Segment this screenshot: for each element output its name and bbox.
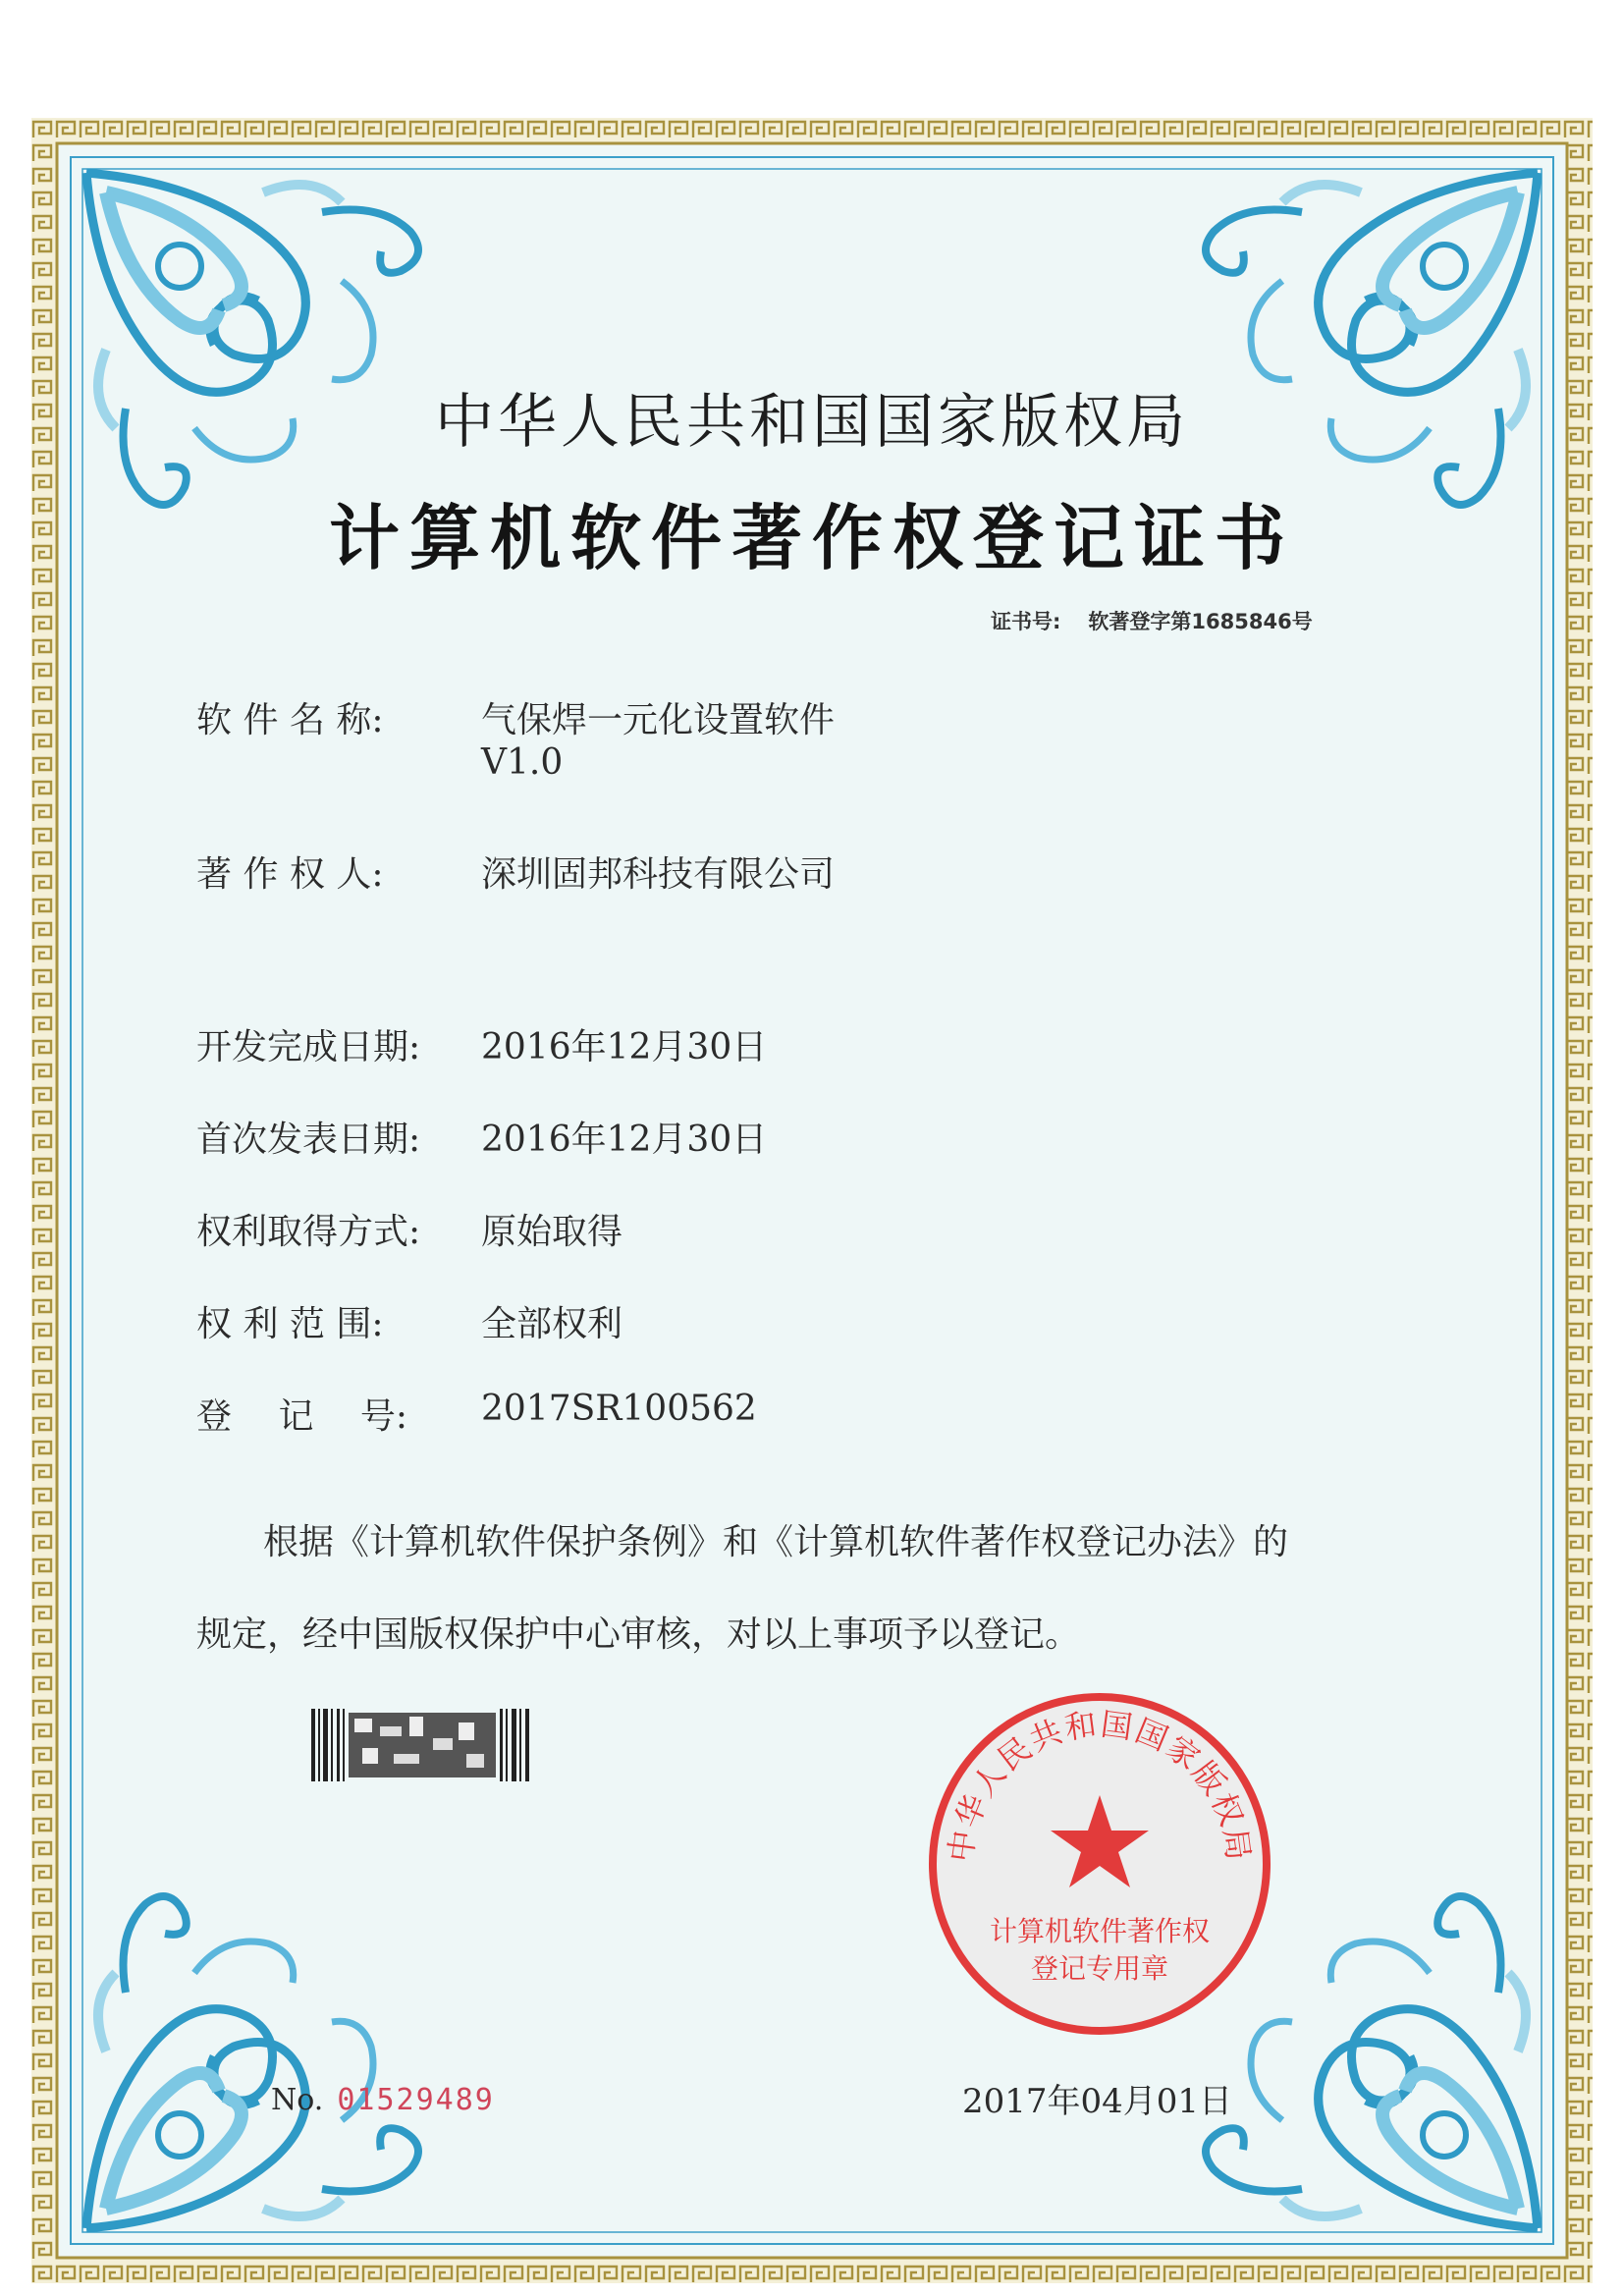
statement-line-1: 根据《计算机软件保护条例》和《计算机软件著作权登记办法》的 — [263, 1522, 1289, 1562]
field-registration-number — [196, 1389, 757, 1439]
seal-inner-line-2: 登记专用章 — [1030, 1952, 1169, 1985]
certificate-number-value: 软著登字第1685846号 — [1088, 610, 1313, 633]
certificate — [31, 118, 1593, 2283]
barcode — [311, 1709, 532, 1781]
field-rights-scope — [196, 1296, 622, 1346]
field-publish-date — [196, 1112, 767, 1162]
field-label: 登 记 号: — [196, 1396, 408, 1437]
field-label: 开发完成日期: — [196, 1027, 421, 1067]
field-value: 原始取得 — [481, 1212, 623, 1252]
field-copyright-owner — [196, 847, 835, 897]
serial-prefix: No. — [271, 2083, 324, 2117]
certificate-number-label: 证书号: — [991, 610, 1061, 633]
field-value: 2016年12月30日 — [481, 1027, 768, 1067]
field-software-name — [196, 692, 835, 783]
field-value: 深圳固邦科技有限公司 — [481, 854, 836, 895]
serial-value: 01529489 — [337, 2083, 495, 2117]
issuing-authority: 中华人民共和国国家版权局 — [435, 388, 1189, 457]
seal-ring-text: 中华人民共和国国家版权局 — [942, 1705, 1258, 1865]
statement-line-2: 规定，经中国版权保护中心审核，对以上事项予以登记。 — [196, 1614, 1081, 1655]
field-value: 2017SR100562 — [481, 1389, 757, 1429]
field-version: V1.0 — [481, 742, 564, 783]
seal-inner-line-1: 计算机软件著作权 — [989, 1915, 1211, 1947]
field-label: 首次发表日期: — [196, 1120, 421, 1160]
field-label: 软 件 名 称: — [196, 700, 384, 740]
field-value: 2016年12月30日 — [481, 1120, 768, 1160]
certificate-number — [991, 606, 1313, 635]
field-label: 权利取得方式: — [196, 1212, 421, 1252]
official-seal — [923, 1687, 1276, 2041]
field-acquisition-method — [196, 1204, 622, 1254]
field-development-date — [196, 1019, 767, 1069]
field-label: 权 利 范 围: — [196, 1304, 384, 1344]
field-value: 全部权利 — [481, 1304, 623, 1344]
issue-date: 2017年04月01日 — [962, 2082, 1233, 2121]
field-value: 气保焊一元化设置软件 — [481, 700, 836, 740]
field-label: 著 作 权 人: — [196, 854, 384, 895]
serial-number — [271, 2083, 495, 2117]
certificate-title: 计算机软件著作权登记证书 — [328, 497, 1295, 579]
